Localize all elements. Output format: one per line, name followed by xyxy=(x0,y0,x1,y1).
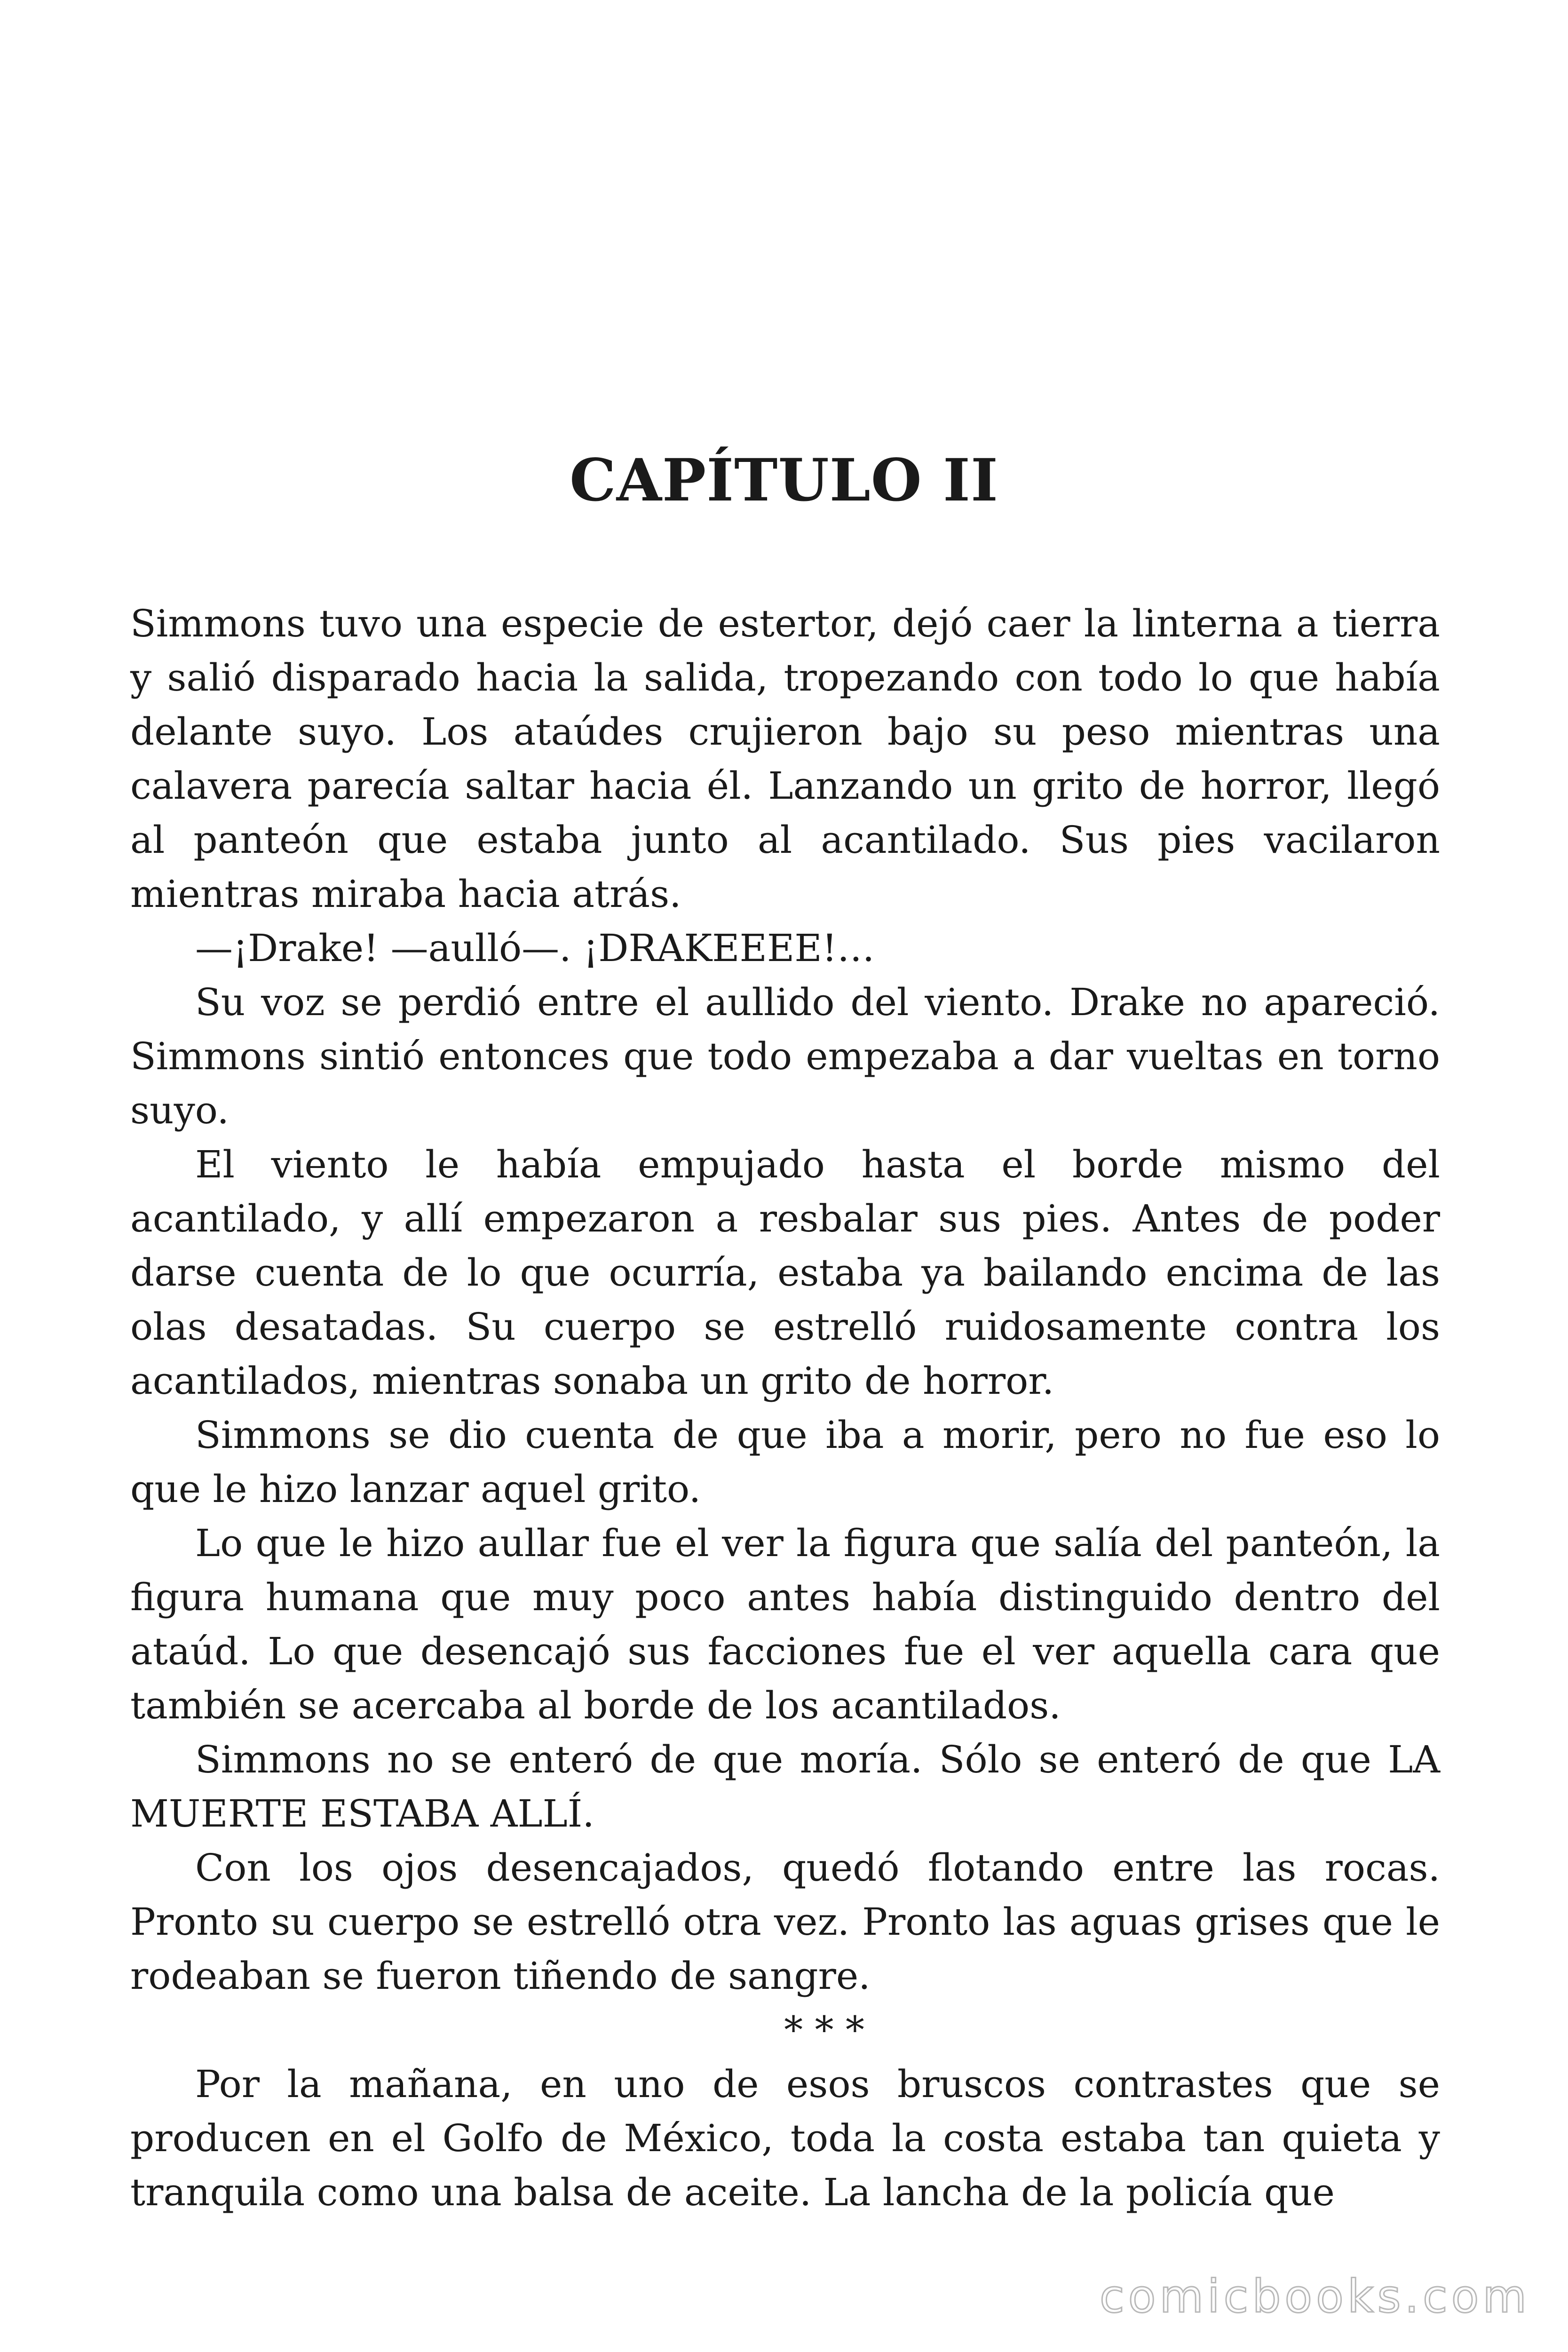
paragraph: Por la mañana, en uno de esos bruscos contrastes que se producen en el Golfo de México, toda la costa estaba tan quieta y tranquila como una balsa de aceite. La lancha de la policía que xyxy=(130,2062,1440,2214)
paragraph: Simmons se dio cuenta de que iba a morir, pero no fue eso lo que le hizo lanzar aquel grito. xyxy=(130,1413,1440,1511)
chapter-title: CAPÍTULO II xyxy=(570,446,998,515)
paragraph: El viento le había empujado hasta el borde mismo del acantilado, y allí empezaron a resbalar sus pies. Antes de poder darse cuenta de lo que ocurría, estaba ya bailando encima de las olas desatadas. Su cuerpo se estrelló ruidosamente contra los acantilados, mientras sonaba un grito de horror. xyxy=(130,1143,1440,1403)
paragraph: Su voz se perdió entre el aullido del viento. Drake no apareció. Simmons sintió entonces que todo empezaba a dar vueltas en torno suyo. xyxy=(130,980,1440,1132)
paragraph: Con los ojos desencajados, quedó flotando entre las rocas. Pronto su cuerpo se estrelló otra vez. Pronto las aguas grises que le rodeaban se fueron tiñendo de sangre. xyxy=(130,1846,1440,1998)
watermark: comicbooks.com xyxy=(1099,2270,1530,2323)
paragraph: Lo que le hizo aullar fue el ver la figura que salía del panteón, la figura humana que muy poco antes había distinguido dentro del ataúd. Lo que desencajó sus facciones fue el ver aquella cara que también se acercaba al borde de los acantilados. xyxy=(130,1521,1440,1727)
paragraph: Simmons no se enteró de que moría. Sólo se enteró de que LA MUERTE ESTABA ALLÍ. xyxy=(130,1738,1440,1836)
scene-separator: * * * xyxy=(784,2008,864,2052)
body-text xyxy=(130,596,1440,2219)
paragraph: Simmons tuvo una especie de estertor, dejó caer la linterna a tierra y salió disparado hacia la salida, tropezando con todo lo que había delante suyo. Los ataúdes crujieron bajo su peso mientras una calavera parecía saltar hacia él. Lanzando un grito de horror, llegó al panteón que estaba junto al acantilado. Sus pies vacilaron mientras miraba hacia atrás. xyxy=(130,602,1440,916)
paragraph: —¡Drake! —aulló—. ¡DRAKEEEE!… xyxy=(195,926,875,970)
